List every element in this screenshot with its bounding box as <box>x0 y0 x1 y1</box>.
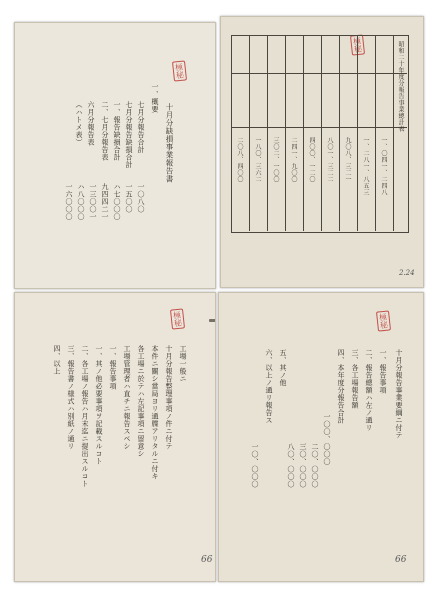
text-line: 五、其ノ他 <box>279 349 287 387</box>
table-cell: 一、〇四一、二四八 <box>380 137 387 196</box>
data-table <box>231 35 409 233</box>
text-line: 各工場ニ於テハ左記事項ニ留意シ <box>137 345 145 458</box>
confidential-stamp: 極秘 <box>172 60 187 81</box>
text-line: 工場管理者ハ直チニ報告スベシ <box>123 345 131 450</box>
text-line: 七月分報告合計 <box>137 101 145 154</box>
value-cell: 二〇、〇〇〇 <box>311 443 319 488</box>
page-number: 66 <box>201 555 213 565</box>
table-cell: 一八〇、三六二 <box>254 137 261 183</box>
table-cell: 八〇一、三二二 <box>326 137 333 183</box>
table-cell: 二〇八、四〇〇 <box>236 137 243 183</box>
text-line: 六月分報告表 <box>87 101 95 146</box>
page-bottom-right <box>218 292 424 582</box>
page-top-left <box>14 22 216 289</box>
value-cell: ハ七〇〇〇 <box>113 183 121 221</box>
confidential-stamp: 極秘 <box>376 310 391 331</box>
value-cell: 三〇、〇〇〇 <box>299 443 307 488</box>
document-title: 十月分缺損事業報告書 <box>165 103 174 183</box>
text-line: 四、本年度分報告合計 <box>337 349 345 424</box>
page-top-right <box>220 16 424 288</box>
table-cell: 四〇〇、一二〇 <box>308 137 315 183</box>
text-line: 二、報告總額ハ左ノ通リ <box>365 349 373 432</box>
value-cell: ハ八〇〇〇 <box>77 183 85 221</box>
text-line: 六、以上ノ通リ報告ス <box>265 349 273 424</box>
text-line: 四、以上 <box>53 345 61 375</box>
table-cell: 九〇八、三二一 <box>344 137 351 183</box>
text-line: 二、七月分報告表 <box>101 101 109 161</box>
text-line: 七月分報告缺損合計 <box>125 101 133 169</box>
staple <box>209 319 216 322</box>
text-line: 一、概要 <box>151 83 159 113</box>
page-number: 66 <box>395 555 407 565</box>
value-cell: 一〇、〇〇〇 <box>251 443 259 488</box>
value-cell: 一三〇〇一 <box>89 183 97 221</box>
value-cell: 一五〇〇 <box>125 183 133 213</box>
text-line: 本件ニ關シ當局ヨリ通牒アリタルニ付キ <box>151 345 159 480</box>
text-line: 十月分報告整理事項ノ件ニ付テ <box>165 345 173 450</box>
text-line: 十月分報告事業要綱ニ付テ <box>395 349 403 439</box>
value-cell: 八〇、〇〇〇 <box>287 443 295 488</box>
text-line: 一、報告事項 <box>379 349 387 394</box>
text-line: 工場一般ニ <box>179 345 187 383</box>
value-cell: 九四四二一 <box>101 183 109 221</box>
page-bottom-left <box>14 292 216 582</box>
confidential-stamp: 極秘 <box>170 308 185 329</box>
text-line: 三、報告書ノ様式ハ別紙ノ通リ <box>67 345 75 450</box>
text-line: 一、其ノ他必要事項ヲ記載スルコト <box>95 345 103 465</box>
table-cell: 二四一、九〇〇 <box>290 137 297 183</box>
value-cell: 一〇八〇 <box>137 183 145 213</box>
value-cell: 一〇〇、〇〇〇 <box>323 413 331 466</box>
table-cell: 三〇二、一〇〇 <box>272 137 279 183</box>
page-note: 2.24 <box>399 269 415 277</box>
value-cell: 一六〇〇〇 <box>65 183 73 221</box>
table-heading: 昭和二十年度分報告事業總計表 <box>397 41 404 132</box>
text-line: 三、各工場報告額 <box>351 349 359 409</box>
text-line: （ハトメ表） <box>75 101 83 146</box>
table-cell: 一、二八一、八五三 <box>362 137 369 196</box>
text-line: 一、報告事項 <box>109 345 117 390</box>
text-line: 一、報告缺損合計 <box>113 101 121 161</box>
text-line: 二、各工場ノ報告ハ月末迄ニ提出スルコト <box>81 345 89 488</box>
